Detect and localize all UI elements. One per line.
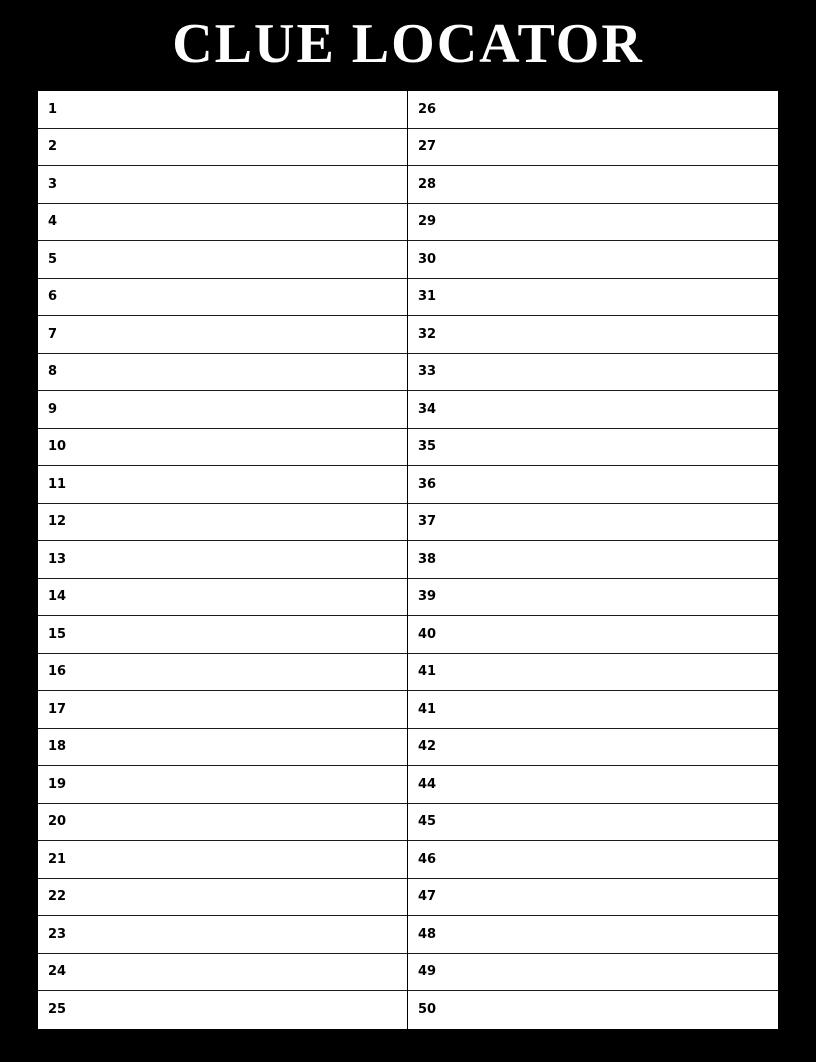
clue-number: 21 [48, 851, 67, 867]
table-row[interactable] [408, 616, 778, 654]
clue-number: 29 [418, 214, 437, 230]
clue-number: 16 [48, 664, 67, 680]
clue-number: 36 [418, 476, 437, 492]
clue-number: 42 [418, 739, 437, 755]
table-row[interactable] [38, 954, 407, 992]
table-row[interactable] [408, 654, 778, 692]
clue-number: 41 [418, 664, 437, 680]
table-row[interactable] [38, 991, 407, 1029]
table-row[interactable] [38, 804, 407, 842]
clue-number: 31 [418, 289, 437, 305]
clue-number: 48 [418, 926, 437, 942]
clue-number: 12 [48, 514, 67, 530]
table-row[interactable] [408, 954, 778, 992]
table-row[interactable] [38, 879, 407, 917]
clue-number: 18 [48, 739, 67, 755]
clue-number: 5 [48, 251, 58, 267]
table-row[interactable] [408, 279, 778, 317]
clue-number: 34 [418, 401, 437, 417]
clue-number: 40 [418, 626, 437, 642]
clue-number: 30 [418, 251, 437, 267]
clue-number: 2 [48, 139, 58, 155]
clue-number: 28 [418, 176, 437, 192]
clue-number: 50 [418, 1002, 437, 1018]
table-row[interactable] [38, 391, 407, 429]
table-row[interactable] [38, 279, 407, 317]
clue-number: 13 [48, 551, 67, 567]
table-row[interactable] [38, 316, 407, 354]
clue-number: 26 [418, 101, 437, 117]
clue-number: 45 [418, 814, 437, 830]
clue-number: 32 [418, 326, 437, 342]
clue-locator-table [38, 91, 778, 1029]
table-row[interactable] [408, 579, 778, 617]
clue-number: 7 [48, 326, 58, 342]
clue-number: 20 [48, 814, 67, 830]
clue-number: 22 [48, 889, 67, 905]
page-title: CLUE LOCATOR [172, 13, 644, 75]
clue-number: 4 [48, 214, 58, 230]
table-row[interactable] [408, 691, 778, 729]
table-row[interactable] [38, 729, 407, 767]
table-row[interactable] [408, 354, 778, 392]
clue-number: 14 [48, 589, 67, 605]
clue-number: 41 [418, 701, 437, 717]
clue-number: 9 [48, 401, 58, 417]
clue-number: 27 [418, 139, 437, 155]
clue-number: 47 [418, 889, 437, 905]
table-row[interactable] [38, 466, 407, 504]
table-row[interactable] [38, 241, 407, 279]
table-row[interactable] [408, 991, 778, 1029]
table-row[interactable] [408, 91, 778, 129]
table-row[interactable] [38, 129, 407, 167]
table-row[interactable] [38, 691, 407, 729]
table-row[interactable] [408, 429, 778, 467]
right-column [408, 91, 778, 1029]
table-row[interactable] [38, 766, 407, 804]
table-row[interactable] [38, 541, 407, 579]
table-row[interactable] [38, 429, 407, 467]
table-row[interactable] [38, 654, 407, 692]
table-row[interactable] [38, 166, 407, 204]
clue-number: 3 [48, 176, 58, 192]
table-row[interactable] [38, 616, 407, 654]
table-row[interactable] [38, 204, 407, 242]
table-row[interactable] [408, 166, 778, 204]
clue-number: 19 [48, 776, 67, 792]
clue-number: 8 [48, 364, 58, 380]
table-row[interactable] [408, 541, 778, 579]
table-row[interactable] [408, 391, 778, 429]
table-row[interactable] [408, 241, 778, 279]
clue-number: 37 [418, 514, 437, 530]
clue-number: 10 [48, 439, 67, 455]
clue-number: 49 [418, 964, 437, 980]
table-row[interactable] [408, 729, 778, 767]
clue-number: 11 [48, 476, 67, 492]
table-row[interactable] [408, 204, 778, 242]
table-row[interactable] [38, 841, 407, 879]
clue-number: 35 [418, 439, 437, 455]
table-row[interactable] [408, 841, 778, 879]
table-row[interactable] [38, 916, 407, 954]
table-row[interactable] [38, 579, 407, 617]
table-row[interactable] [408, 504, 778, 542]
table-row[interactable] [38, 91, 407, 129]
table-row[interactable] [408, 129, 778, 167]
clue-number: 46 [418, 851, 437, 867]
table-row[interactable] [408, 804, 778, 842]
table-row[interactable] [408, 466, 778, 504]
left-column [38, 91, 408, 1029]
table-row[interactable] [408, 916, 778, 954]
clue-number: 24 [48, 964, 67, 980]
clue-number: 39 [418, 589, 437, 605]
table-row[interactable] [38, 504, 407, 542]
clue-number: 6 [48, 289, 58, 305]
table-row[interactable] [408, 766, 778, 804]
clue-number: 33 [418, 364, 437, 380]
clue-number: 15 [48, 626, 67, 642]
clue-number: 17 [48, 701, 67, 717]
clue-number: 23 [48, 926, 67, 942]
table-row[interactable] [408, 316, 778, 354]
clue-number: 1 [48, 101, 58, 117]
table-row[interactable] [408, 879, 778, 917]
table-row[interactable] [38, 354, 407, 392]
clue-number: 38 [418, 551, 437, 567]
clue-number: 44 [418, 776, 437, 792]
clue-number: 25 [48, 1002, 67, 1018]
